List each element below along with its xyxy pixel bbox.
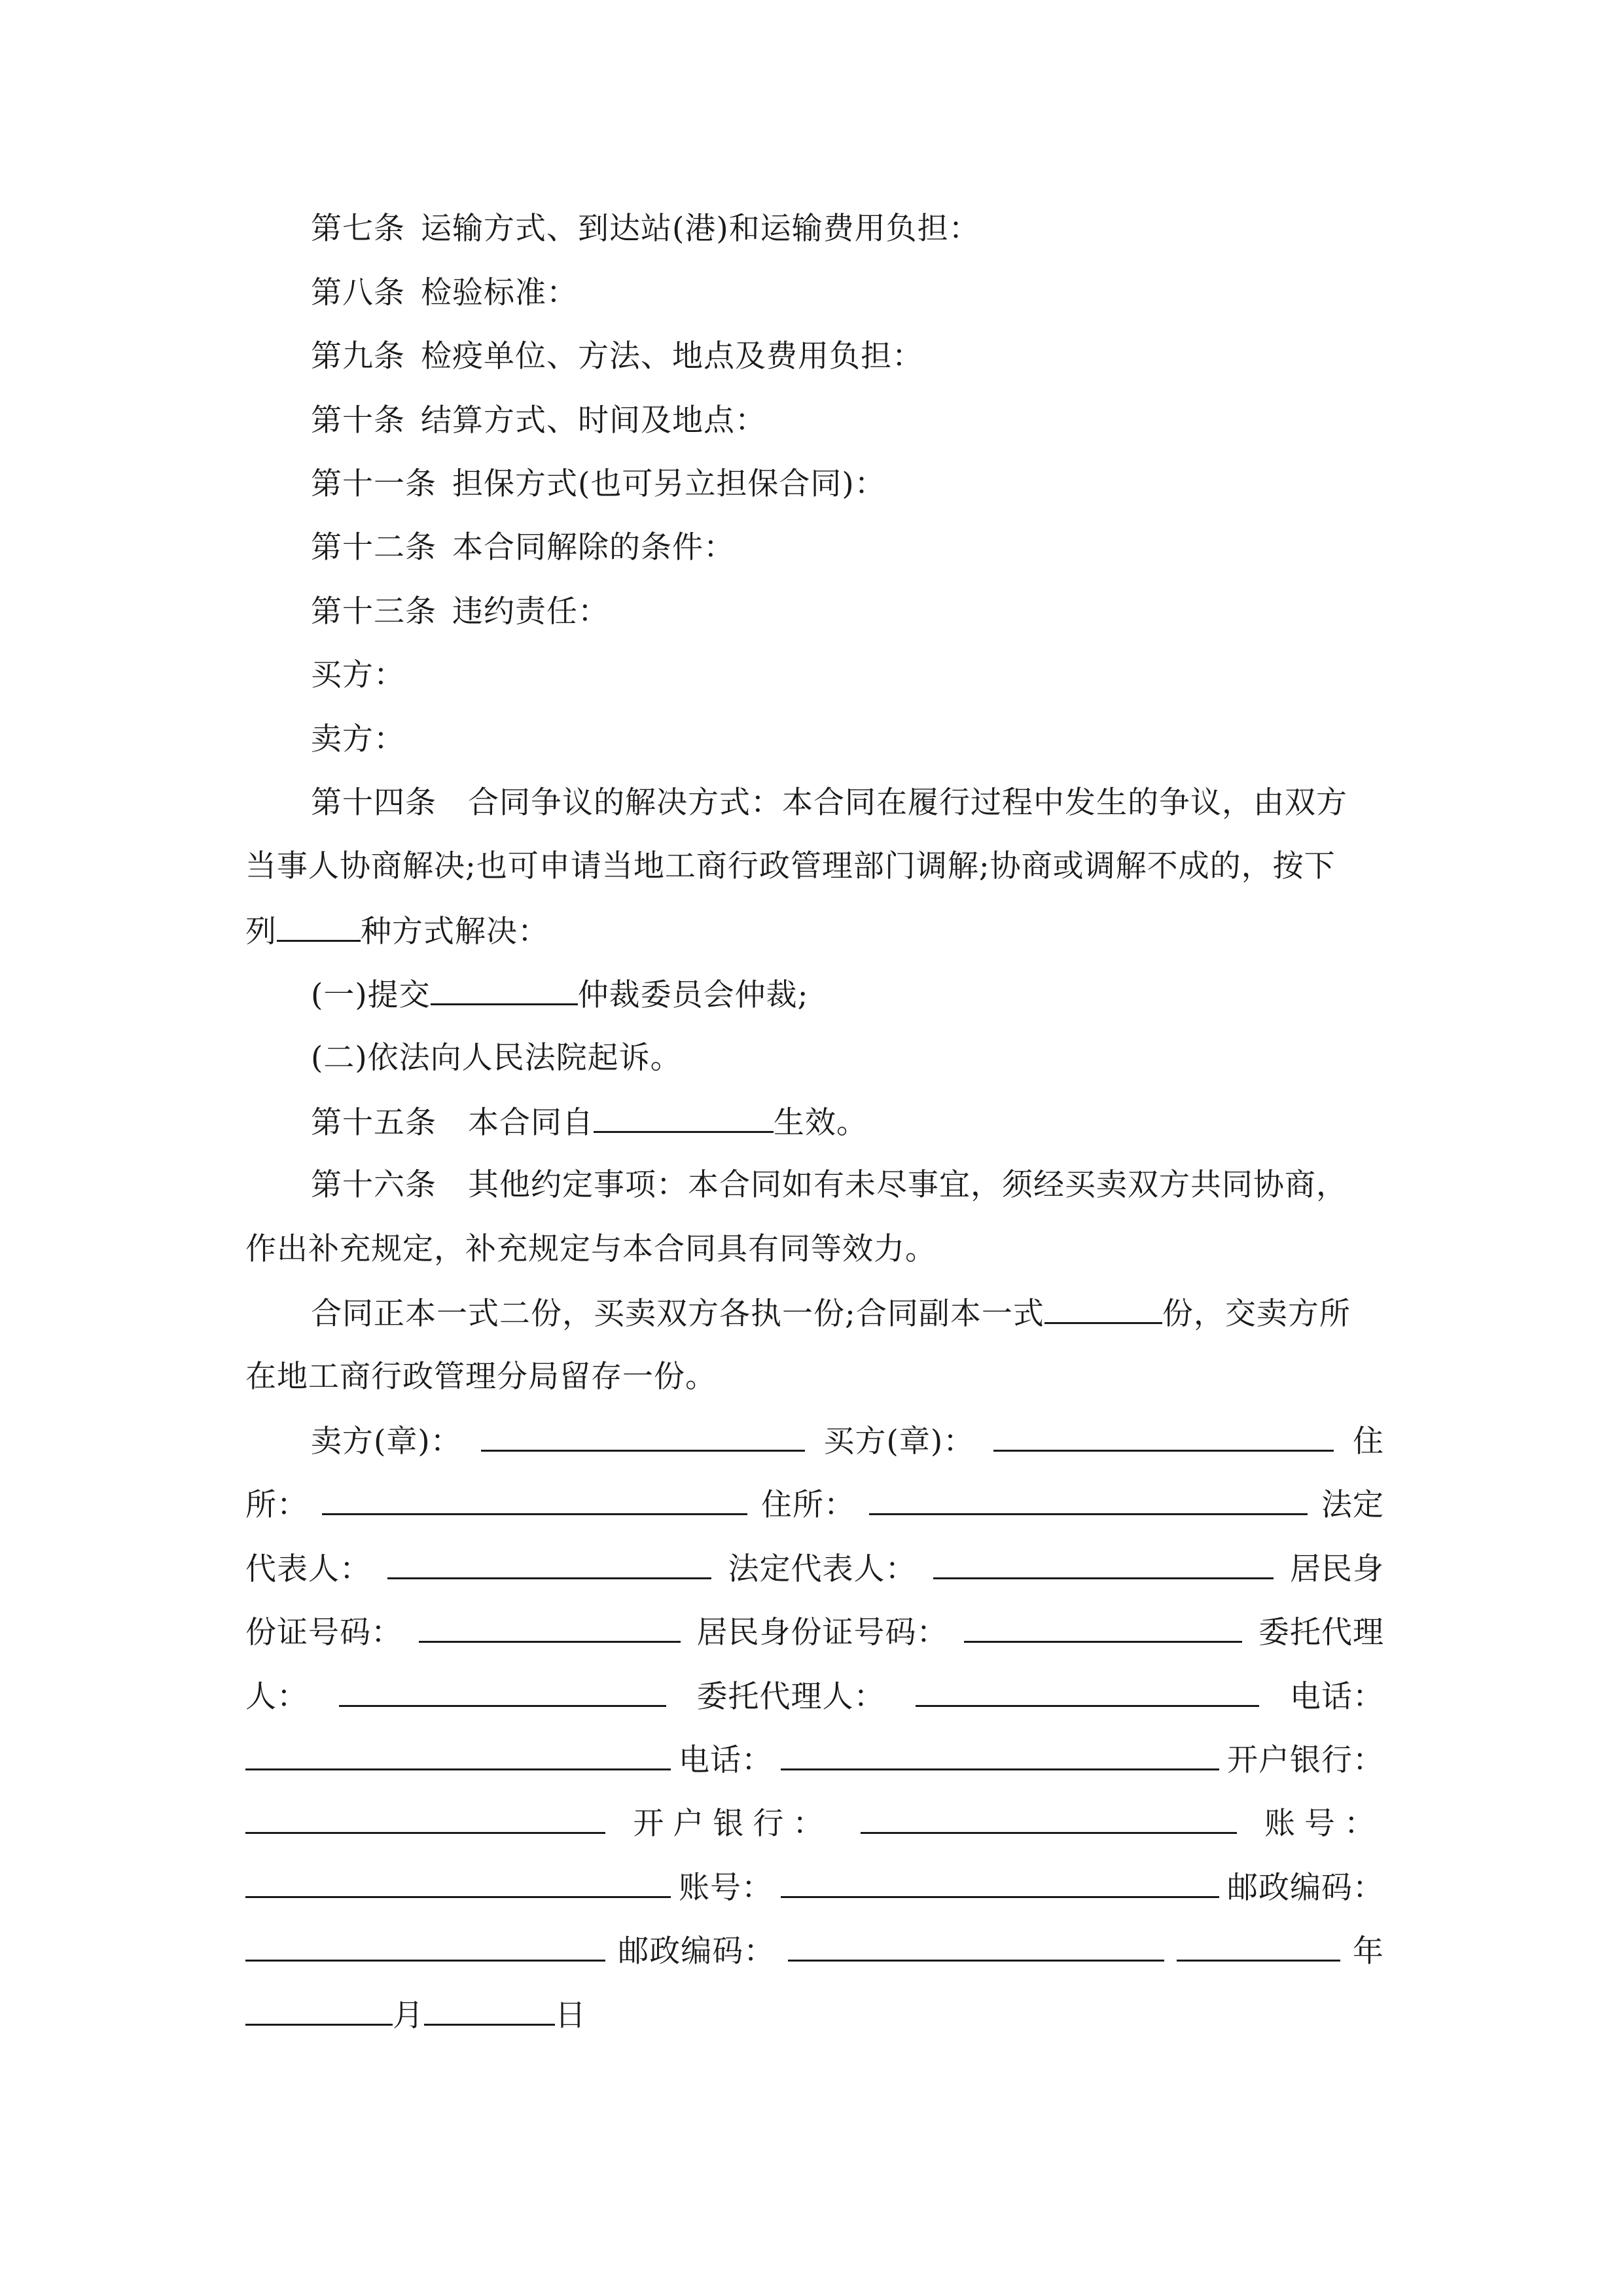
month-field[interactable] [245, 1995, 393, 2026]
article-12 [311, 528, 1384, 567]
blank-field[interactable] [277, 911, 361, 942]
copies-line-1: 合同正本一式二份，买卖双方各执一份;合同副本一式 份，交卖方所 [311, 1293, 1384, 1334]
buyer-agent-field[interactable] [916, 1676, 1259, 1707]
article-number: 第八条 [311, 275, 405, 311]
seller-account-field[interactable] [245, 1867, 671, 1898]
article-number: 第十一条 [311, 466, 437, 502]
article-8 [311, 274, 1384, 313]
seller-seal-field[interactable] [481, 1421, 805, 1452]
article-15: 第十五条 本合同自 生效。 [311, 1102, 1384, 1143]
buyer-legal-rep-field[interactable] [933, 1549, 1274, 1579]
signature-row-9: 邮政编码： 年 [245, 1931, 1384, 1971]
article-text: 运输方式、到达站(港)和运输费用负担： [421, 211, 980, 247]
seller-label: 卖方： [311, 721, 405, 757]
buyer-phone-field[interactable] [781, 1740, 1219, 1770]
article-7 [311, 209, 1384, 249]
article-9 [311, 337, 1384, 376]
seller-address-field[interactable] [322, 1484, 747, 1515]
article-text: 本合同解除的条件： [452, 529, 735, 565]
article-number: 第十三条 [311, 594, 437, 630]
article-text: 担保方式(也可另立担保合同)： [452, 466, 886, 502]
signature-row-8: 账号： 邮政编码： [245, 1867, 1384, 1908]
seller-agent-field[interactable] [339, 1676, 666, 1707]
article-text: 结算方式、时间及地点： [421, 403, 766, 439]
blank-field[interactable] [1044, 1293, 1162, 1324]
buyer-account-field[interactable] [781, 1867, 1219, 1898]
signature-row-3: 代表人： 法定代表人： 居民身 [245, 1549, 1384, 1589]
article-text: 违约责任： [452, 594, 609, 630]
dispute-option-2: (二)依法向人民法院起诉。 [311, 1040, 682, 1076]
dispute-option-1: (一)提交 仲裁委员会仲裁; [311, 975, 1384, 1015]
blank-field[interactable] [594, 1102, 774, 1133]
article-text: 检验标准： [421, 275, 578, 311]
buyer-seal-field[interactable] [993, 1421, 1334, 1452]
article-number: 第十二条 [311, 529, 437, 565]
article-number: 第十条 [311, 403, 405, 439]
article-14-line-2: 当事人协商解决;也可申请当地工商行政管理部门调解;协商或调解不成的，按下 [245, 848, 1336, 884]
article-text: 检疫单位、方法、地点及费用负担： [421, 338, 923, 374]
article-10 [311, 401, 1384, 440]
buyer-bank-field[interactable] [861, 1803, 1237, 1834]
article-number: 第七条 [311, 211, 405, 247]
year-field[interactable] [1177, 1931, 1340, 1962]
signature-row-7: 开户银行： 账号： [245, 1803, 1384, 1844]
seller-bank-field[interactable] [245, 1803, 605, 1834]
day-field[interactable] [424, 1995, 555, 2026]
buyer-address-field[interactable] [869, 1484, 1308, 1515]
signature-row-2: 所： 住所： 法定 [245, 1484, 1384, 1525]
article-14-line-1: 第十四条 合同争议的解决方式：本合同在履行过程中发生的争议，由双方 [311, 785, 1347, 821]
article-number: 第九条 [311, 338, 405, 374]
signature-row-6: 电话： 开户银行： [245, 1740, 1384, 1780]
copies-line-2: 在地工商行政管理分局留存一份。 [245, 1359, 717, 1395]
article-13 [311, 592, 1384, 632]
seller-postcode-field[interactable] [245, 1931, 605, 1962]
seller-id-field[interactable] [419, 1612, 681, 1643]
blank-field[interactable] [431, 975, 578, 1005]
signature-row-5: 人： 委托代理人： 电话： [245, 1676, 1384, 1717]
signature-row-4: 份证号码： 居民身份证号码： 委托代理 [245, 1612, 1384, 1653]
buyer-label: 买方： [311, 657, 405, 693]
buyer-id-field[interactable] [964, 1612, 1242, 1643]
article-16-line-1: 第十六条 其他约定事项：本合同如有未尽事宜，须经买卖双方共同协商， [311, 1167, 1347, 1203]
article-11 [311, 465, 1384, 504]
date-row: 月 日 [245, 1995, 1384, 2036]
seller-phone-field[interactable] [245, 1740, 671, 1770]
signature-row-1: 卖方(章)： 买方(章)： 住 [311, 1421, 1384, 1462]
article-14-line-3: 列 种方式解决： [245, 911, 1384, 952]
article-16-line-2: 作出补充规定，补充规定与本合同具有同等效力。 [245, 1231, 936, 1267]
buyer-postcode-field[interactable] [788, 1931, 1164, 1962]
seller-legal-rep-field[interactable] [387, 1549, 711, 1579]
